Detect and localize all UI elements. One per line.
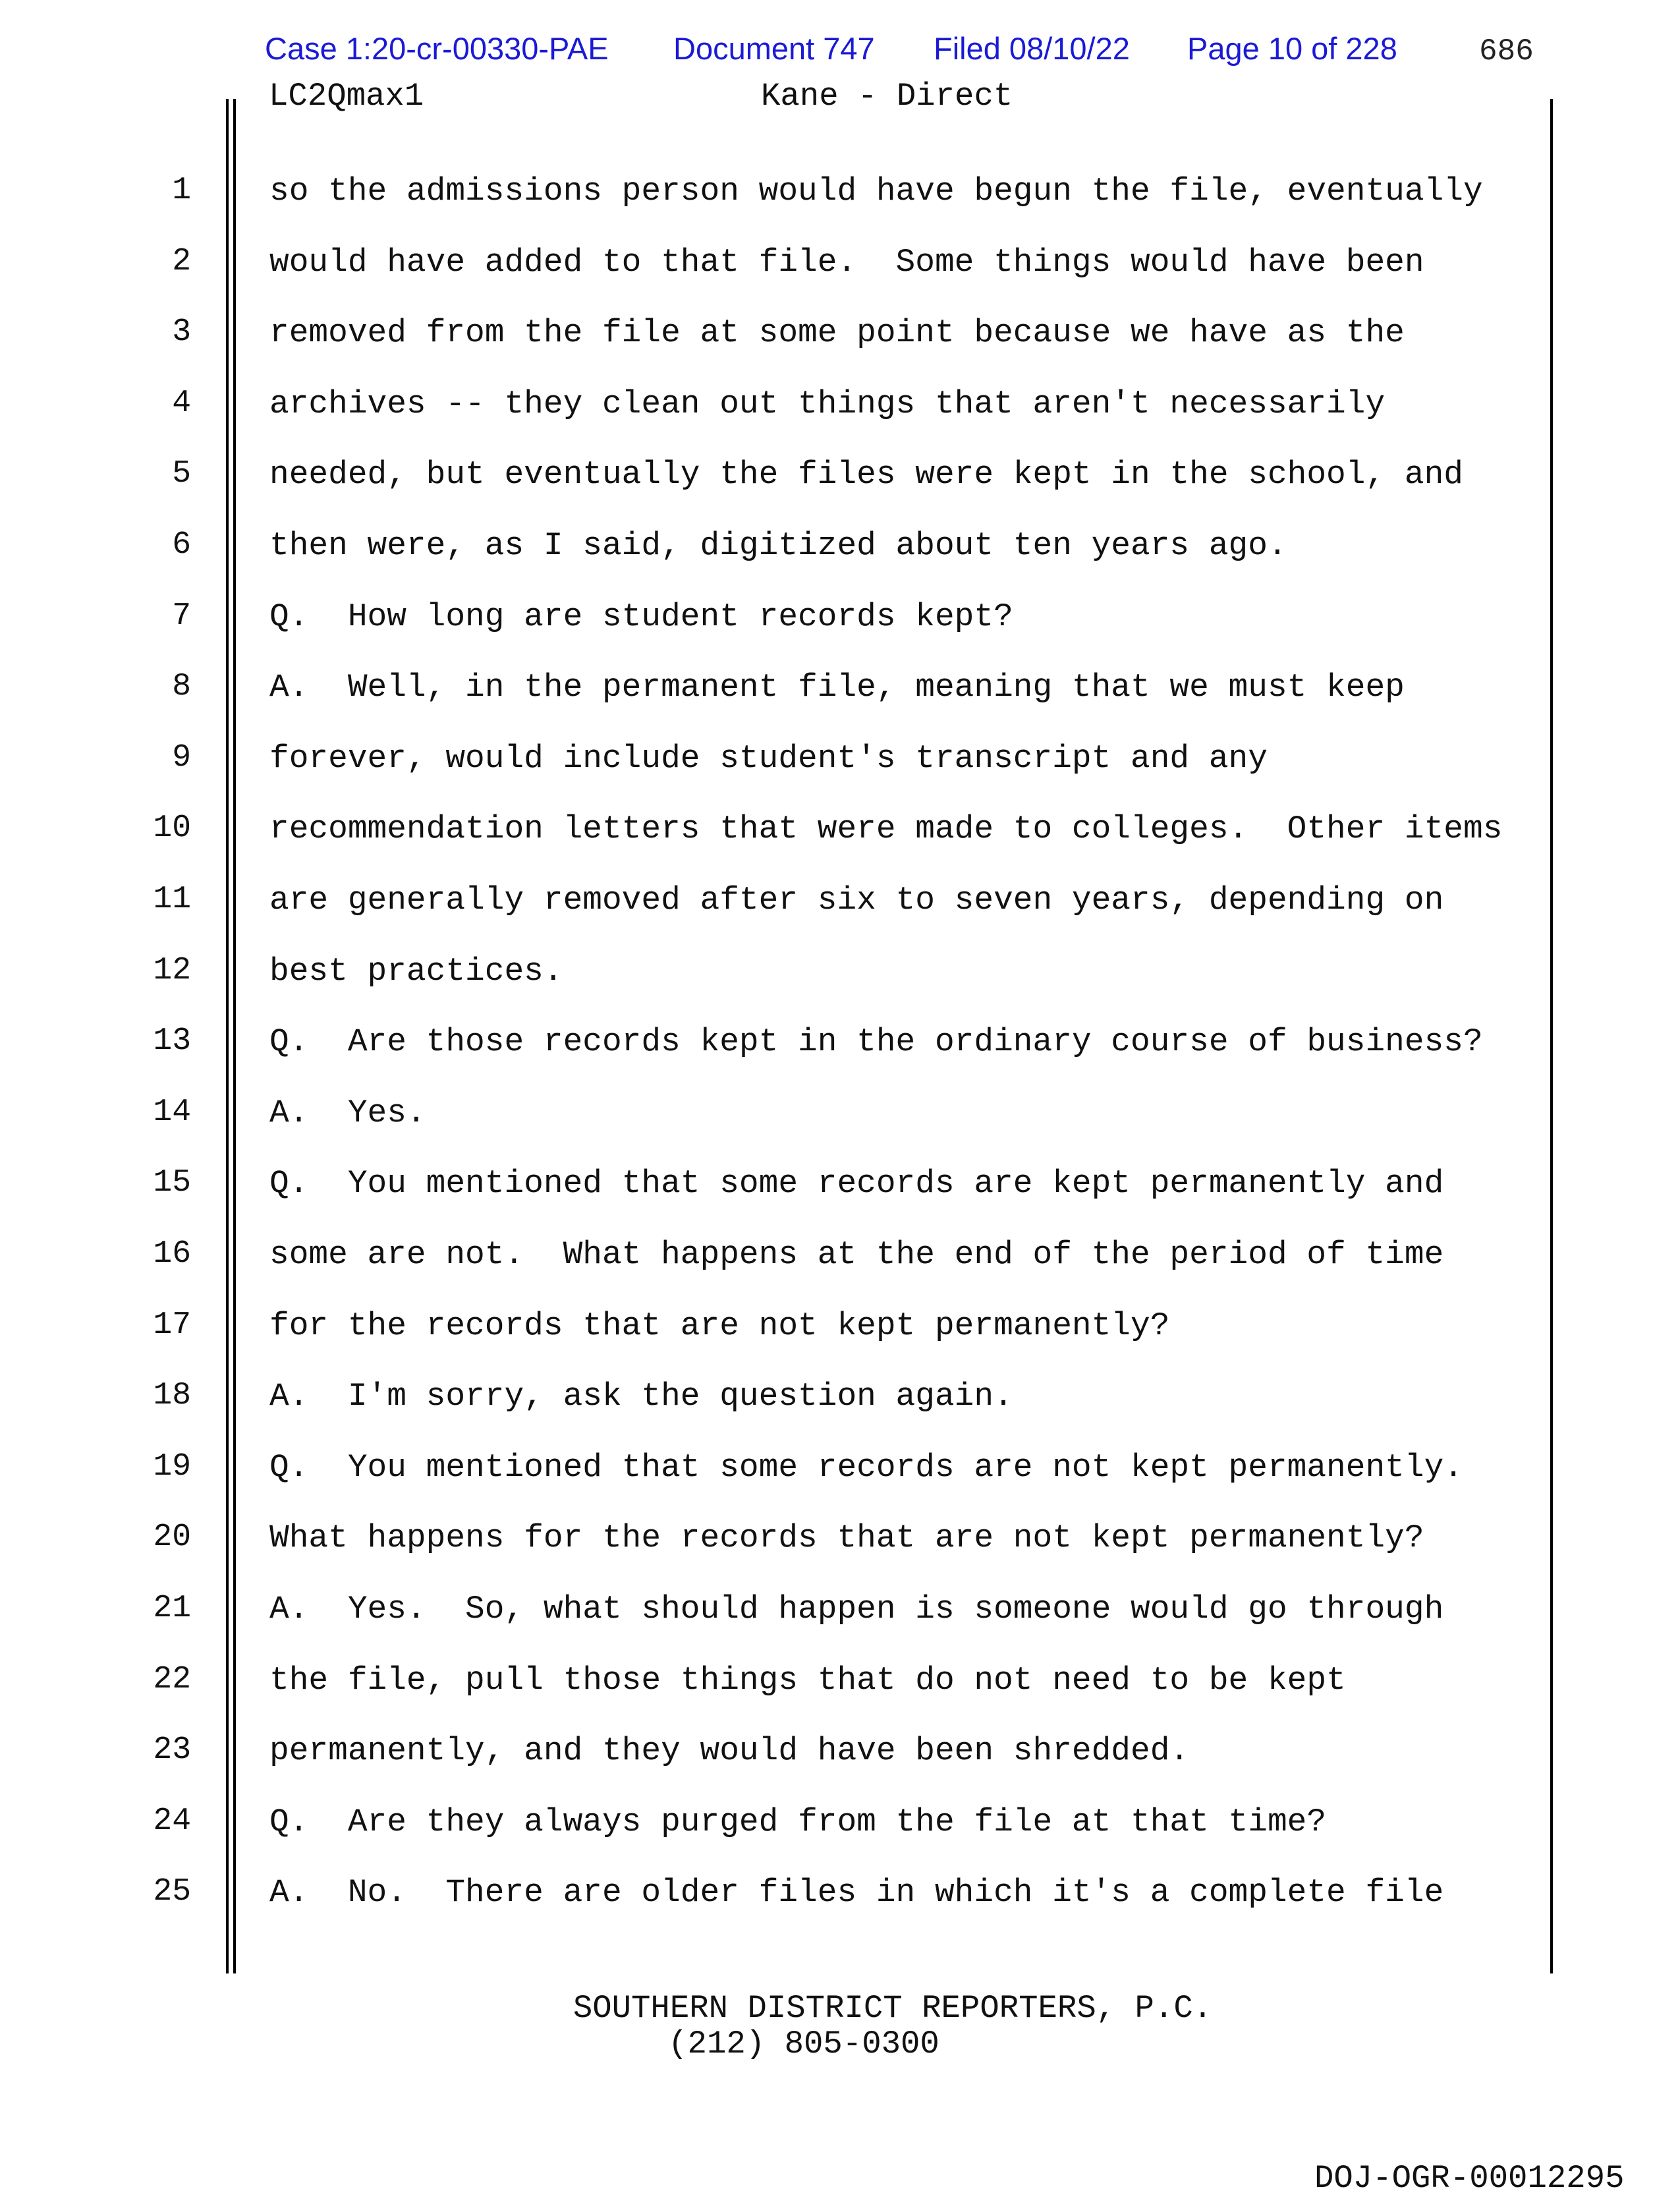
line-number: 4 (172, 385, 191, 421)
document-number: Document 747 (673, 31, 875, 66)
transcript-line (0, 1236, 1680, 1276)
transcript-line (0, 456, 1680, 496)
transcript-line (0, 882, 1680, 921)
line-number: 22 (153, 1661, 191, 1697)
line-number: 11 (153, 882, 191, 917)
line-number: 3 (172, 314, 191, 351)
transcript-line (0, 1662, 1680, 1701)
footer-reporter: SOUTHERN DISTRICT REPORTERS, P.C. (573, 1990, 1213, 2027)
transcript-line (0, 598, 1680, 638)
line-number: 15 (153, 1165, 191, 1201)
line-number: 18 (153, 1378, 191, 1414)
transcript-line (0, 669, 1680, 708)
line-text: for the records that are not kept permanently? (269, 1307, 1170, 1344)
transcript-line (0, 1307, 1680, 1347)
transcript-line (0, 953, 1680, 992)
transcript-line (0, 173, 1680, 212)
line-text: Q. Are those records kept in the ordinary course of business? (269, 1023, 1483, 1061)
page-count: Page 10 of 228 (1187, 31, 1397, 66)
line-number: 6 (172, 527, 191, 563)
transcript-page-number: 686 (1479, 34, 1534, 69)
line-number: 13 (153, 1023, 191, 1060)
line-number: 21 (153, 1591, 191, 1626)
line-text: would have added to that file. Some things would have been (269, 243, 1424, 281)
transcript-line (0, 244, 1680, 283)
transcript-line (0, 1165, 1680, 1205)
case-number: Case 1:20-cr-00330-PAE (265, 31, 609, 66)
line-text: then were, as I said, digitized about ten years ago. (269, 527, 1287, 564)
line-text: are generally removed after six to seven years, depending on (269, 882, 1444, 919)
filed-date: Filed 08/10/22 (934, 31, 1130, 66)
line-number: 16 (153, 1236, 191, 1272)
line-text: removed from the file at some point because we have as the (269, 314, 1405, 352)
line-number: 14 (153, 1094, 191, 1130)
line-number: 19 (153, 1448, 191, 1485)
line-number: 24 (153, 1803, 191, 1839)
line-number: 17 (153, 1307, 191, 1343)
line-text: What happens for the records that are not kept permanently? (269, 1519, 1424, 1557)
transcript-line (0, 1874, 1680, 1914)
transcript-line (0, 527, 1680, 567)
line-text: so the admissions person would have begun the file, eventually (269, 173, 1483, 210)
transcript-line (0, 740, 1680, 780)
transcript-line (0, 385, 1680, 425)
line-text: archives -- they clean out things that aren't necessarily (269, 385, 1386, 422)
line-text: Q. You mentioned that some records are not kept permanently. (269, 1448, 1463, 1486)
transcript-line (0, 1023, 1680, 1063)
line-number: 2 (172, 243, 191, 279)
running-header-witness: Kane - Direct (761, 78, 1013, 115)
line-text: Q. How long are student records kept? (269, 598, 1013, 635)
line-number: 8 (172, 669, 191, 705)
line-number: 12 (153, 952, 191, 988)
line-text: A. Well, in the permanent file, meaning that we must keep (269, 669, 1405, 706)
line-number: 7 (172, 598, 191, 634)
line-text: A. Yes. So, what should happen is someone would go through (269, 1591, 1444, 1628)
transcript-line (0, 1378, 1680, 1417)
running-header-code: LC2Qmax1 (269, 78, 424, 115)
line-text: A. No. There are older files in which it's a complete file (269, 1874, 1444, 1912)
line-text: needed, but eventually the files were kept in the school, and (269, 456, 1463, 494)
transcript-line (0, 1591, 1680, 1630)
transcript-line (0, 314, 1680, 354)
line-number: 10 (153, 810, 191, 847)
footer-phone: (212) 805-0300 (668, 2026, 939, 2062)
line-text: A. I'm sorry, ask the question again. (269, 1378, 1013, 1415)
line-text: A. Yes. (269, 1094, 426, 1131)
line-text: recommendation letters that were made to colleges. Other items (269, 810, 1503, 848)
transcript-line (0, 1094, 1680, 1134)
line-number: 23 (153, 1732, 191, 1769)
line-text: Q. Are they always purged from the file at that time? (269, 1803, 1327, 1840)
line-text: Q. You mentioned that some records are kept permanently and (269, 1165, 1444, 1203)
line-text: best practices. (269, 952, 563, 990)
transcript-line (0, 810, 1680, 850)
transcript-line (0, 1449, 1680, 1489)
line-number: 25 (153, 1874, 191, 1910)
line-number: 5 (172, 456, 191, 492)
line-number: 1 (172, 173, 191, 208)
transcript-line (0, 1732, 1680, 1772)
line-text: permanently, and they would have been shredded. (269, 1732, 1190, 1770)
line-number: 20 (153, 1519, 191, 1556)
line-text: some are not. What happens at the end of the period of time (269, 1236, 1444, 1273)
line-text: the file, pull those things that do not need to be kept (269, 1661, 1346, 1699)
transcript-line (0, 1519, 1680, 1559)
line-number: 9 (172, 739, 191, 776)
transcript-line (0, 1803, 1680, 1843)
bates-number: DOJ-OGR-00012295 (1314, 2160, 1625, 2197)
line-text: forever, would include student's transcript and any (269, 739, 1268, 777)
